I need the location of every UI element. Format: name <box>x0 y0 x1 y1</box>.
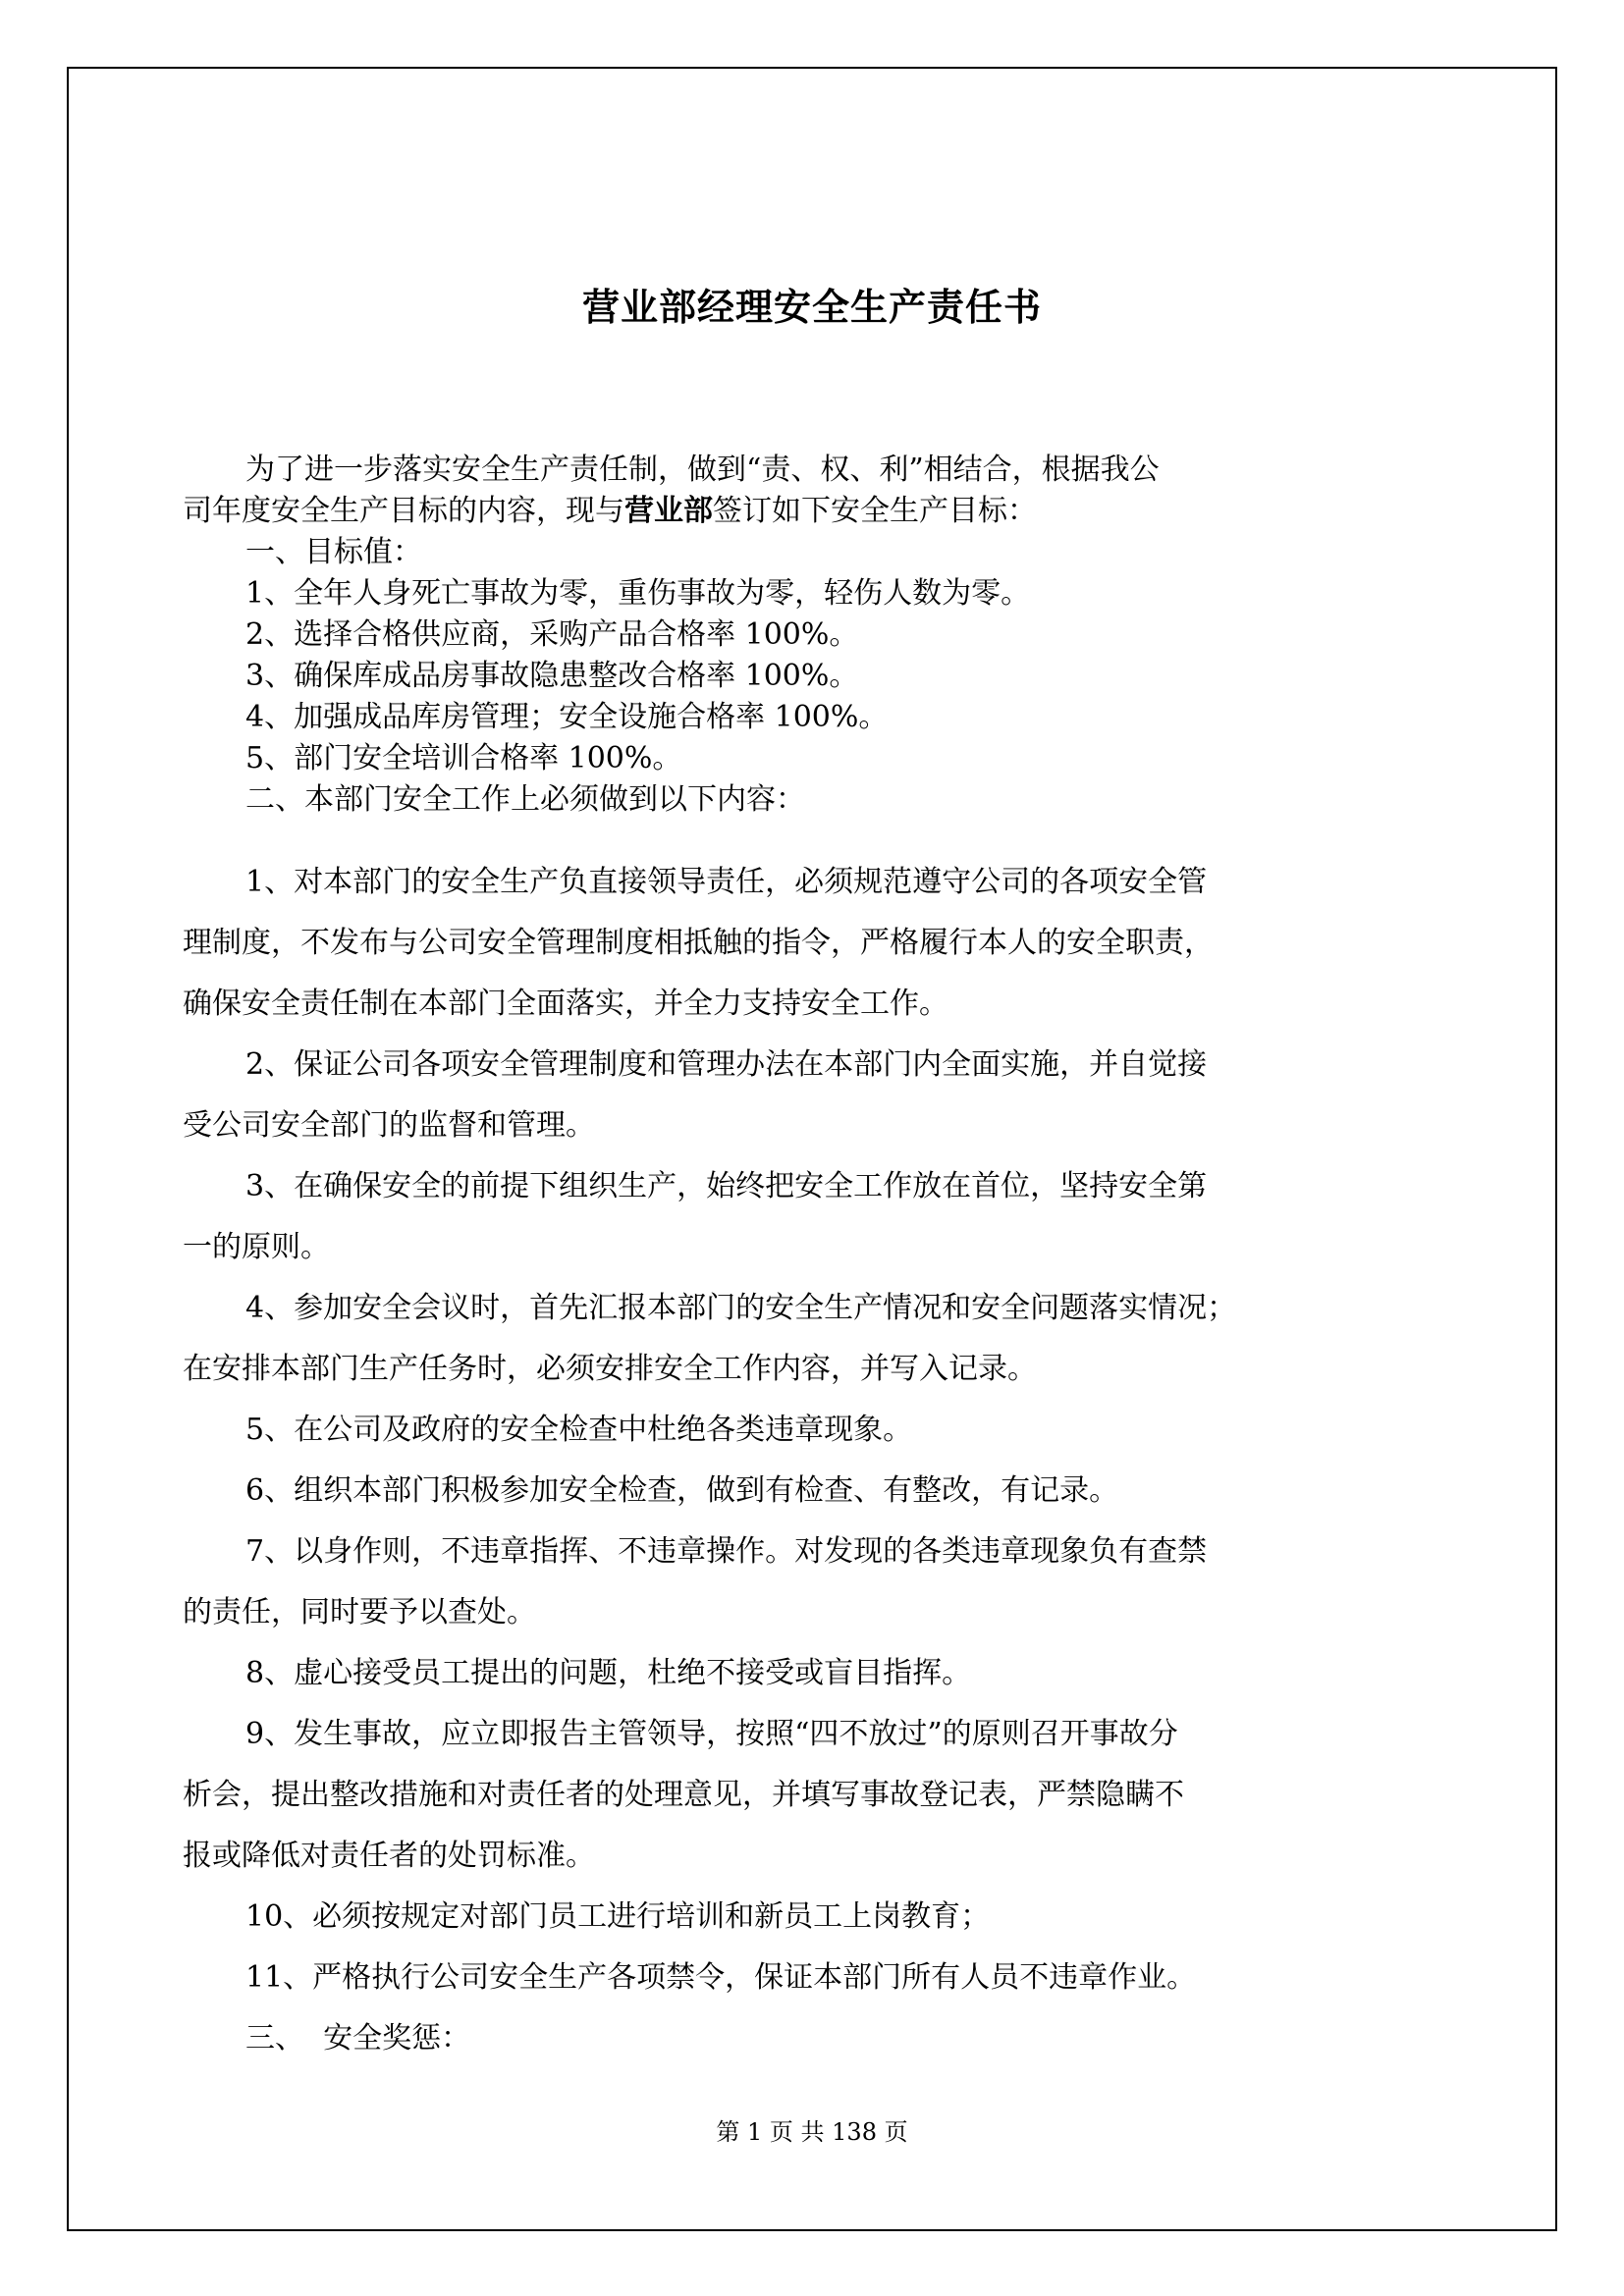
duty-line: 析会，提出整改措施和对责任者的处理意见，并填写事故登记表，严禁隐瞒不 <box>183 1778 1184 1812</box>
intro-line-2-pre: 司年度安全生产目标的内容，现与 <box>183 494 624 528</box>
duty-line: 11、严格执行公司安全生产各项禁令，保证本部门所有人员不违章作业。 <box>245 1960 1197 1995</box>
duty-line: 的责任，同时要予以查处。 <box>183 1595 536 1629</box>
duty-line: 9、发生事故，应立即报告主管领导，按照“四不放过”的原则召开事故分 <box>245 1717 1178 1751</box>
section-heading-targets: 一、目标值： <box>245 535 422 569</box>
duty-line: 5、在公司及政府的安全检查中杜绝各类违章现象。 <box>245 1413 913 1447</box>
duties-block <box>183 852 1384 2069</box>
goal-item: 3、确保库成品房事故隐患整改合格率 100%。 <box>245 659 859 693</box>
intro-line-1: 为了进一步落实安全生产责任制，做到“责、权、利”相结合，根据我公 <box>245 453 1160 487</box>
duty-line: 6、组织本部门积极参加安全检查，做到有检查、有整改，有记录。 <box>245 1473 1119 1508</box>
duty-line: 理制度，不发布与公司安全管理制度相抵触的指令，严格履行本人的安全职责， <box>183 926 1214 960</box>
duty-line: 8、虚心接受员工提出的问题，杜绝不接受或盲目指挥。 <box>245 1656 972 1690</box>
duty-line: 3、在确保安全的前提下组织生产，始终把安全工作放在首位，坚持安全第 <box>245 1169 1208 1203</box>
goal-item: 5、部门安全培训合格率 100%。 <box>245 741 682 775</box>
intro-line-2-post: 签订如下安全生产目标： <box>713 494 1037 528</box>
duty-line: 一的原则。 <box>183 1230 330 1264</box>
department-name: 营业部 <box>624 494 713 528</box>
duty-line: 报或降低对责任者的处罚标准。 <box>183 1839 595 1873</box>
duty-line: 2、保证公司各项安全管理制度和管理办法在本部门内全面实施，并自觉接 <box>245 1047 1208 1082</box>
intro-line-2 <box>183 491 1384 532</box>
goal-item: 1、全年人身死亡事故为零，重伤事故为零，轻伤人数为零。 <box>245 576 1031 611</box>
duty-line: 1、对本部门的安全生产负直接领导责任，必须规范遵守公司的各项安全管 <box>245 865 1208 899</box>
duty-line: 受公司安全部门的监督和管理。 <box>183 1108 595 1143</box>
duty-line: 在安排本部门生产任务时，必须安排安全工作内容，并写入记录。 <box>183 1352 1037 1386</box>
page-footer: 第 1 页 共 138 页 <box>716 2118 908 2146</box>
duty-line: 确保安全责任制在本部门全面落实，并全力支持安全工作。 <box>183 987 948 1021</box>
goal-item: 2、选择合格供应商，采购产品合格率 100%。 <box>245 617 859 652</box>
intro-block <box>183 450 1384 821</box>
document-title: 营业部经理安全生产责任书 <box>581 285 1042 329</box>
goal-item: 4、加强成品库房管理；安全设施合格率 100%。 <box>245 700 889 734</box>
duty-line: 7、以身作则，不违章指挥、不违章操作。对发现的各类违章现象负有查禁 <box>245 1534 1208 1569</box>
section-heading-duties: 二、本部门安全工作上必须做到以下内容： <box>245 782 805 817</box>
duty-line: 10、必须按规定对部门员工进行培训和新员工上岗教育； <box>245 1899 991 1934</box>
duty-line: 4、参加安全会议时，首先汇报本部门的安全生产情况和安全问题落实情况； <box>245 1291 1237 1325</box>
section-heading-rewards: 三、 安全奖惩： <box>245 2021 471 2056</box>
